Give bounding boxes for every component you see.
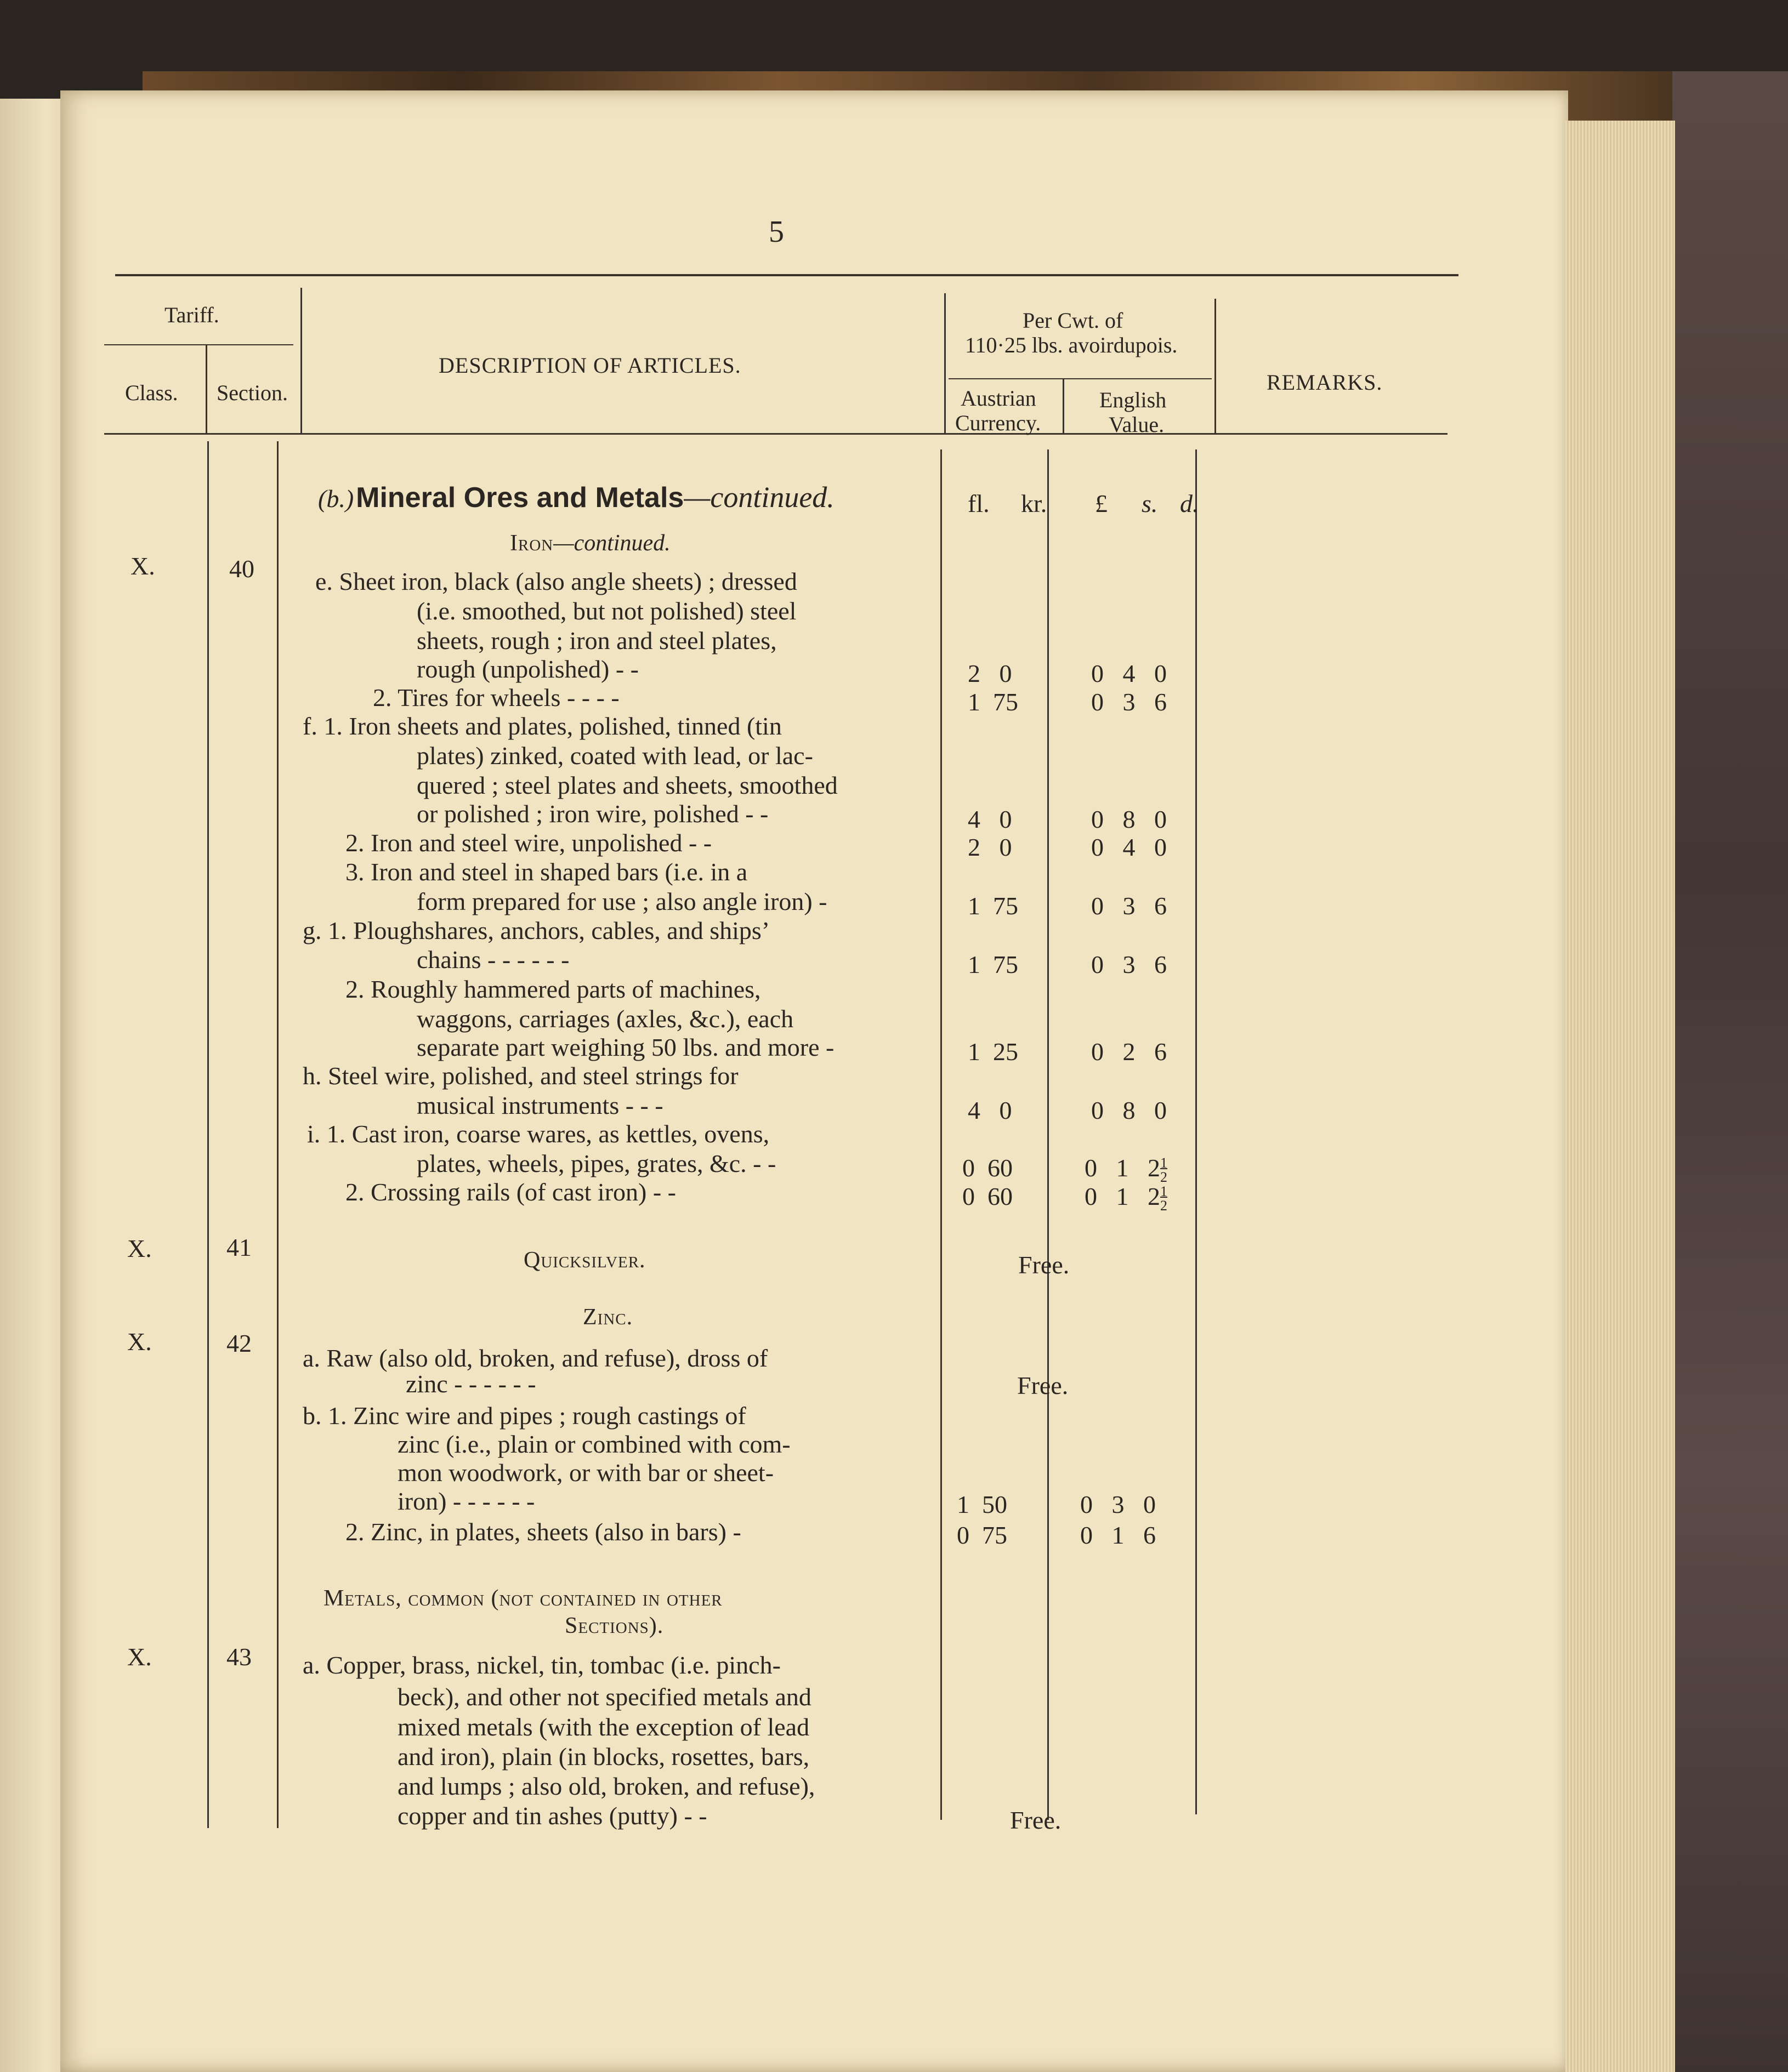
line-f6: 3. Iron and steel in shaped bars (i.e. in a (345, 858, 748, 886)
section-title-suffix: —continued. (684, 481, 835, 514)
line-za2: zinc - - - - - - (406, 1370, 536, 1398)
class-header: Class. (125, 380, 178, 405)
class-x-43: X. (127, 1643, 152, 1671)
page-edges (1565, 121, 1675, 2072)
line-f7: form prepared for use ; also angle iron) - (417, 887, 827, 915)
zinc-a-free: Free. (1017, 1371, 1069, 1399)
metals-heading: Metals, common (not contained in other (323, 1586, 723, 1611)
value-zb1-english: 0 3 0 (1080, 1490, 1156, 1518)
header-bottom-rule (104, 433, 1448, 435)
tariff-subrule (104, 344, 293, 345)
value-f3-austrian: 1 75 (968, 892, 1018, 920)
line-f4: or polished ; iron wire, polished - - (417, 800, 769, 828)
value-f1-english: 0 8 0 (1091, 805, 1167, 833)
value-e2-austrian: 1 75 (968, 688, 1018, 716)
header-top-rule (115, 274, 1458, 276)
value-e-austrian: 2 0 (968, 659, 1012, 687)
line-ma5: and lumps ; also old, broken, and refuse), (398, 1772, 815, 1800)
tariff-header: Tariff. (164, 303, 219, 327)
value-e2-english: 0 3 6 (1091, 688, 1167, 716)
page-number: 5 (769, 215, 784, 249)
iron-heading: Iron—continued. (510, 531, 671, 556)
facing-page-edge (0, 99, 66, 2072)
line-h1: h. Steel wire, polished, and steel strings for (303, 1062, 739, 1090)
eng-divider (1047, 449, 1049, 1820)
section-title-prefix: (b.) (318, 485, 354, 513)
line-g4: waggons, carriages (axles, &c.), each (417, 1005, 794, 1033)
line-g1: g. 1. Ploughshares, anchors, cables, and ships’ (303, 917, 770, 944)
value-g2-austrian: 1 25 (968, 1038, 1018, 1066)
section-header: Section. (217, 380, 288, 405)
value-zb2-austrian: 0 75 (957, 1521, 1007, 1549)
unit-fl: fl. (968, 489, 990, 517)
line-f1: f. 1. Iron sheets and plates, polished, tinned (tin (303, 712, 782, 740)
unit-shilling: s. (1142, 489, 1158, 517)
line-e3: sheets, rough ; iron and steel plates, (417, 627, 777, 654)
austrian-header: Austrian (961, 386, 1036, 411)
line-e4: rough (unpolished) - - (417, 655, 639, 683)
line-f3: quered ; steel plates and sheets, smoothed (417, 771, 838, 799)
value-zb1-austrian: 1 50 (957, 1490, 1007, 1518)
half-fraction: $\frac{1}{2}$ (1160, 1183, 1167, 1214)
per-cwt-header: Per Cwt. of (1023, 308, 1123, 333)
unit-kr: kr. (1021, 489, 1047, 517)
line-e5: 2. Tires for wheels - - - - (373, 684, 620, 711)
class-x-40: X. (130, 552, 155, 580)
class-x-42: X. (127, 1328, 152, 1356)
class-x-41: X. (127, 1234, 152, 1262)
zinc-heading: Zinc. (583, 1305, 633, 1330)
line-i1: i. 1. Cast iron, coarse wares, as kettles, ovens, (307, 1120, 770, 1148)
line-f5: 2. Iron and steel wire, unpolished - - (345, 829, 712, 857)
book-cover-spine (1672, 71, 1788, 2072)
line-zb4: iron) - - - - - - (398, 1487, 535, 1515)
line-ma4: and iron), plain (in blocks, rosettes, bars, (398, 1743, 810, 1771)
line-za1: a. Raw (also old, broken, and refuse), dross of (303, 1344, 768, 1372)
value-f3-english: 0 3 6 (1091, 892, 1167, 920)
section-43: 43 (226, 1643, 252, 1671)
english-header-2: Value. (1109, 412, 1165, 437)
section-title (318, 482, 835, 512)
line-i3: 2. Crossing rails (of cast iron) - - (345, 1178, 676, 1206)
line-ma1: a. Copper, brass, nickel, tin, tombac (i.e. pinch- (303, 1651, 781, 1679)
value-i2-english: 0 1 $2\frac{1}{2}$ (1085, 1182, 1167, 1214)
section-40: 40 (229, 555, 254, 583)
section-divider (277, 441, 279, 1828)
line-e1: e. Sheet iron, black (also angle sheets) ; dressed (315, 567, 797, 595)
remarks-divider-head (1214, 299, 1216, 433)
line-e2: (i.e. smoothed, but not polished) steel (417, 597, 797, 625)
line-zb1: b. 1. Zinc wire and pipes ; rough castings of (303, 1402, 746, 1430)
value-e-english: 0 4 0 (1091, 659, 1167, 687)
line-ma3: mixed metals (with the exception of lead (398, 1713, 810, 1741)
description-header: DESCRIPTION OF ARTICLES. (439, 353, 741, 378)
line-zb2: zinc (i.e., plain or combined with com- (398, 1430, 791, 1458)
line-g2: chains - - - - - - (417, 946, 570, 974)
line-h2: musical instruments - - - (417, 1091, 663, 1119)
desc-divider-head (300, 288, 302, 433)
english-header: English (1099, 388, 1167, 412)
line-i2: plates, wheels, pipes, grates, &c. - - (417, 1149, 776, 1177)
eng-divider-head (1063, 378, 1064, 433)
class-divider-head (206, 345, 207, 433)
value-i1-austrian: 0 60 (962, 1154, 1013, 1182)
quicksilver-free: Free. (1018, 1251, 1070, 1279)
value-h-austrian: 4 0 (968, 1096, 1012, 1124)
unit-pence: d. (1180, 489, 1199, 517)
line-zb3: mon woodwork, or with bar or sheet- (398, 1459, 774, 1487)
metals-heading-2: Sections). (565, 1613, 664, 1638)
line-ma6: copper and tin ashes (putty) - - (398, 1802, 707, 1830)
remarks-divider (1195, 449, 1197, 1814)
value-f2-austrian: 2 0 (968, 833, 1012, 861)
quicksilver-heading: Quicksilver. (524, 1248, 646, 1273)
line-g5: separate part weighing 50 lbs. and more - (417, 1033, 835, 1061)
class-divider (207, 441, 209, 1828)
percwt-subrule (949, 378, 1212, 379)
metals-free: Free. (1010, 1806, 1062, 1834)
half-fraction: $\frac{1}{2}$ (1160, 1155, 1167, 1186)
value-f2-english: 0 4 0 (1091, 833, 1167, 861)
aus-divider-head (944, 293, 946, 433)
section-title-main: Mineral Ores and Metals (356, 482, 684, 514)
unit-pound: £ (1095, 489, 1108, 517)
line-ma2: beck), and other not specified metals and (398, 1683, 811, 1711)
value-f1-austrian: 4 0 (968, 805, 1012, 833)
austrian-header-2: Currency. (955, 411, 1041, 435)
remarks-header: REMARKS. (1267, 370, 1383, 395)
section-41: 41 (226, 1233, 252, 1261)
value-g1-austrian: 1 75 (968, 950, 1018, 978)
value-i2-austrian: 0 60 (962, 1182, 1013, 1210)
section-42: 42 (226, 1329, 252, 1357)
per-cwt-header-2: 110·25 lbs. avoirdupois. (965, 333, 1178, 357)
value-zb2-english: 0 1 6 (1080, 1521, 1156, 1549)
value-h-english: 0 8 0 (1091, 1096, 1167, 1124)
value-g1-english: 0 3 6 (1091, 950, 1167, 978)
value-i1-english: 0 1 $2\frac{1}{2}$ (1085, 1154, 1167, 1186)
line-zb5: 2. Zinc, in plates, sheets (also in bars) - (345, 1518, 741, 1546)
value-g2-english: 0 2 6 (1091, 1038, 1167, 1066)
aus-divider (940, 449, 942, 1820)
line-g3: 2. Roughly hammered parts of machines, (345, 975, 761, 1003)
line-f2: plates) zinked, coated with lead, or lac- (417, 742, 813, 770)
